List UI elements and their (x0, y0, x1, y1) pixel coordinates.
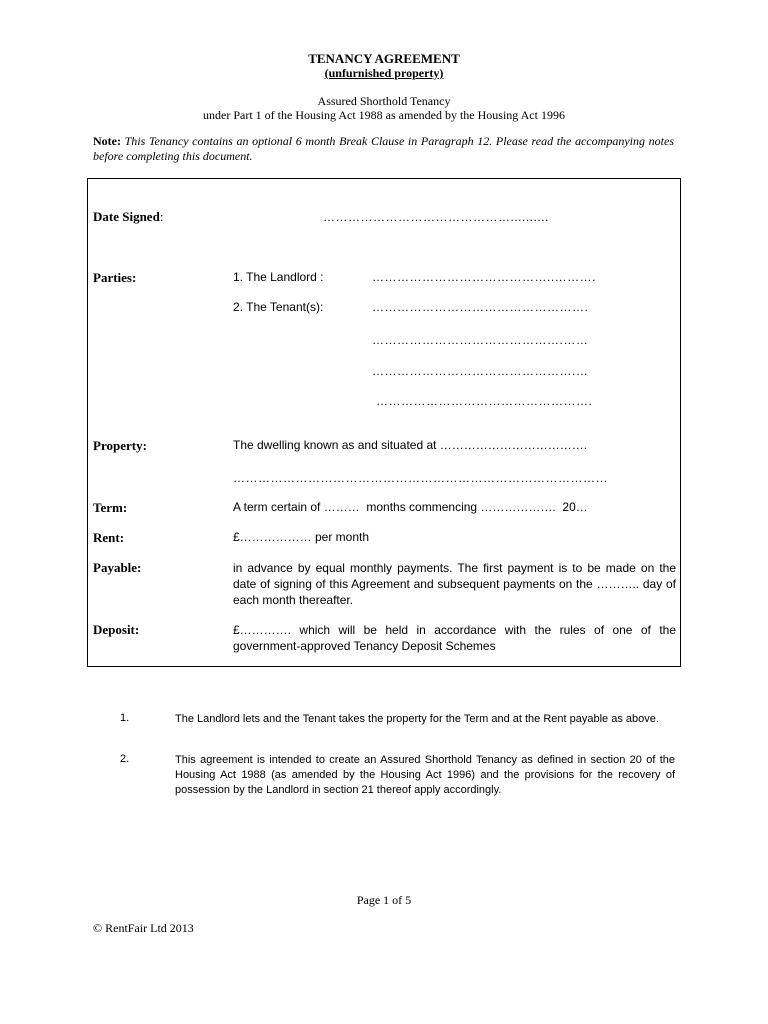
property-address-field-2[interactable]: ……………………………………………………………………………… (233, 471, 608, 485)
tenancy-type: Assured Shorthold Tenancy (317, 94, 451, 108)
tenant-field-4[interactable]: ……………………………………………. (376, 394, 593, 408)
page-number: Page 1 of 5 (356, 893, 412, 907)
tenant-label: 2. The Tenant(s): (233, 300, 324, 314)
date-signed-colon: : (159, 209, 164, 224)
deposit-label: Deposit: (93, 622, 140, 637)
date-signed-label: Date Signed (93, 209, 160, 224)
clause-text: The Landlord lets and the Tenant takes the property for the Term and at the Rent payable as above. (175, 713, 659, 725)
note-text: This Tenancy contains an optional 6 month Break Clause in Paragraph 12. Please read the accompanying notes before completing this document. (93, 134, 674, 163)
deposit-text: £…………. which will be held in accordance with the rules of one of the government-approved Tenancy Deposit Schemes (233, 623, 676, 653)
payable-text: in advance by equal monthly payments. The first payment is to be made on the date of signing of this Agreement and subsequent payments on the ……….. day of each month thereafter. (233, 561, 676, 607)
clause-number: 2. (120, 753, 130, 765)
document-subtitle: (unfurnished property) (324, 66, 444, 80)
agreement-details-box (87, 178, 681, 667)
note-paragraph (93, 134, 674, 164)
tenant-field-1[interactable]: ……………………………………………. (372, 300, 589, 314)
landlord-label: 1. The Landlord : (233, 270, 324, 284)
tenant-field-2[interactable]: ……………………………………….…… (372, 333, 589, 347)
property-label: Property: (93, 438, 147, 453)
tenant-field-3[interactable]: ………………………………………….… (372, 364, 589, 378)
property-address-field[interactable]: The dwelling known as and situated at ………………………………. (233, 438, 588, 452)
clause-number: 1. (120, 712, 130, 724)
clause-text: This agreement is intended to create an Assured Shorthold Tenancy as defined in section 20 of the Housing Act 1988 (as amended by the Housing Act 1996) and the provisions for the recovery of possession by the Landlord in section 21 thereof apply accordingly. (175, 754, 675, 796)
rent-label: Rent: (93, 530, 125, 545)
date-signed-row (93, 208, 163, 226)
payable-label: Payable: (93, 560, 142, 575)
copyright-notice: © RentFair Ltd 2013 (93, 921, 194, 935)
note-label: Note: (93, 134, 121, 148)
term-label: Term: (93, 500, 128, 515)
legal-basis: under Part 1 of the Housing Act 1988 as amended by the Housing Act 1996 (203, 108, 565, 122)
date-signed-field[interactable]: ……………………………………….......... (323, 210, 549, 224)
document-title: TENANCY AGREEMENT (308, 51, 460, 66)
term-field[interactable]: A term certain of ……… months commencing ………………. 20… (233, 500, 588, 514)
parties-label: Parties: (93, 270, 137, 285)
rent-field[interactable]: £……………… per month (233, 530, 370, 544)
landlord-field[interactable]: ……………………………………..………. (372, 270, 597, 284)
